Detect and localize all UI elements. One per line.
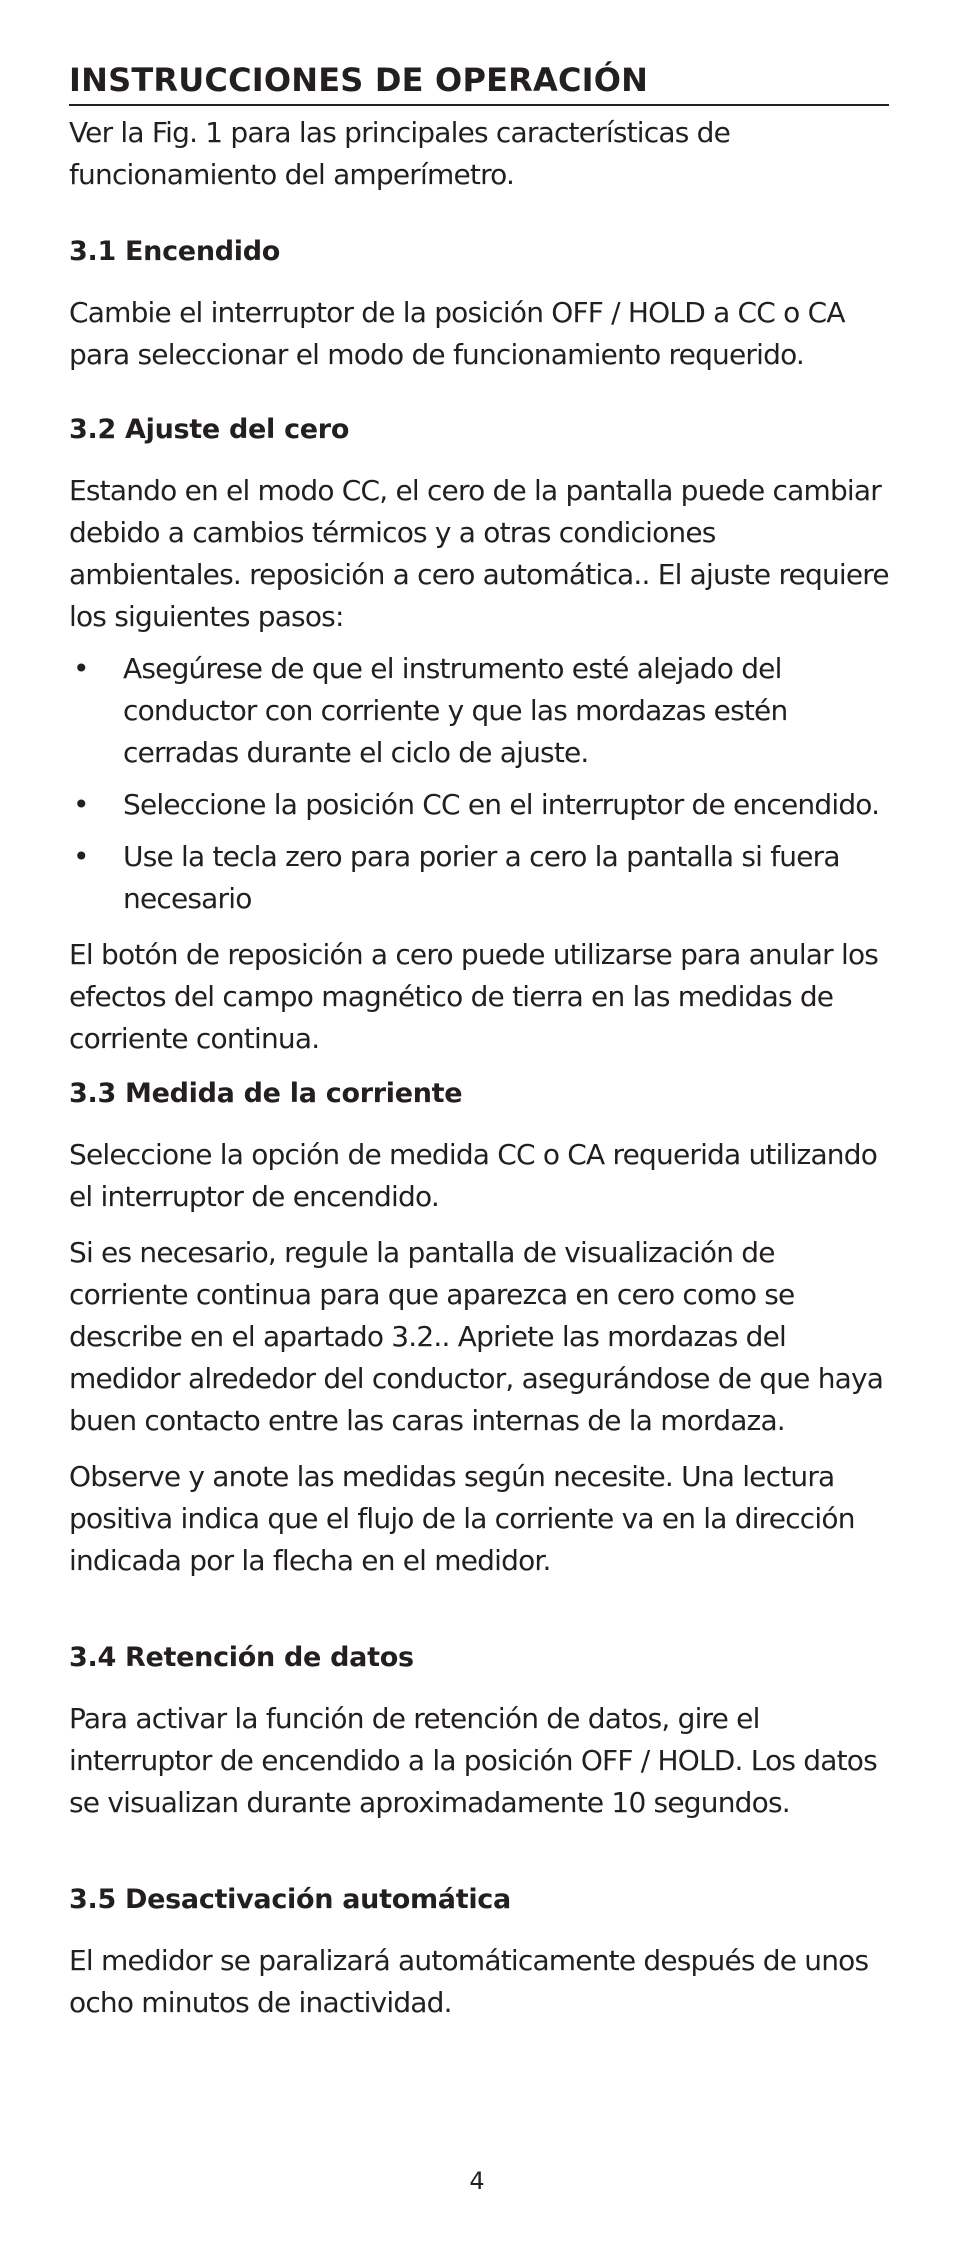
list-item-text: Use la tecla zero para porier a cero la pantalla si fuera necesario — [123, 840, 840, 915]
bullet-icon: • — [73, 788, 89, 821]
section-3-2-after-list-paragraph: El botón de reposición a cero puede utilizarse para anular los efectos del campo magnético de tierra en las medidas de corriente continua. — [69, 938, 879, 1055]
section-title-3-5: 3.5 Desactivación automática — [69, 1884, 511, 1915]
section-3-2-paragraph: Estando en el modo CC, el cero de la pantalla puede cambiar debido a cambios térmicos y a otras condiciones ambientales. reposición a cero automática.. El ajuste requiere los siguientes pasos: — [69, 474, 889, 633]
list-item — [69, 784, 889, 826]
section-title-3-2: 3.2 Ajuste del cero — [69, 414, 350, 445]
list-item-text: Seleccione la posición CC en el interruptor de encendido. — [123, 788, 880, 821]
page-title: INSTRUCCIONES DE OPERACIÓN — [69, 58, 889, 106]
section-3-5-paragraph: El medidor se paralizará automáticamente después de unos ocho minutos de inactividad. — [69, 1944, 869, 2019]
bullet-icon: • — [73, 652, 89, 685]
list-item — [69, 836, 889, 920]
list-item-text: Asegúrese de que el instrumento esté alejado del conductor con corriente y que las mordazas estén cerradas durante el ciclo de ajuste. — [123, 652, 788, 769]
section-3-2-bullet-list — [69, 648, 889, 920]
section-title-3-4: 3.4 Retención de datos — [69, 1642, 414, 1673]
section-3-3-paragraph-2: Si es necesario, regule la pantalla de visualización de corriente continua para que aparezca en cero como se describe en el apartado 3.2.. Apriete las mordazas del medidor alrededor del conductor, asegurándose de que haya buen contacto entre las caras internas de la mordaza. — [69, 1236, 884, 1437]
list-item — [69, 648, 889, 774]
document-page — [69, 58, 889, 2024]
page-number: 4 — [469, 2167, 485, 2195]
section-3-3-paragraph-3: Observe y anote las medidas según necesite. Una lectura positiva indica que el flujo de la corriente va en la dirección indicada por la flecha en el medidor. — [69, 1460, 855, 1577]
section-3-1-paragraph: Cambie el interruptor de la posición OFF / HOLD a CC o CA para seleccionar el modo de funcionamiento requerido. — [69, 296, 845, 371]
section-title-3-3: 3.3 Medida de la corriente — [69, 1078, 463, 1109]
section-3-3-paragraph-1: Seleccione la opción de medida CC o CA requerida utilizando el interruptor de encendido. — [69, 1138, 878, 1213]
bullet-icon: • — [73, 840, 89, 873]
section-3-4-paragraph: Para activar la función de retención de datos, gire el interruptor de encendido a la posición OFF / HOLD. Los datos se visualizan durante aproximadamente 10 segundos. — [69, 1702, 877, 1819]
intro-paragraph: Ver la Fig. 1 para las principales características de funcionamiento del amperímetro. — [69, 116, 731, 191]
section-title-3-1: 3.1 Encendido — [69, 236, 280, 267]
